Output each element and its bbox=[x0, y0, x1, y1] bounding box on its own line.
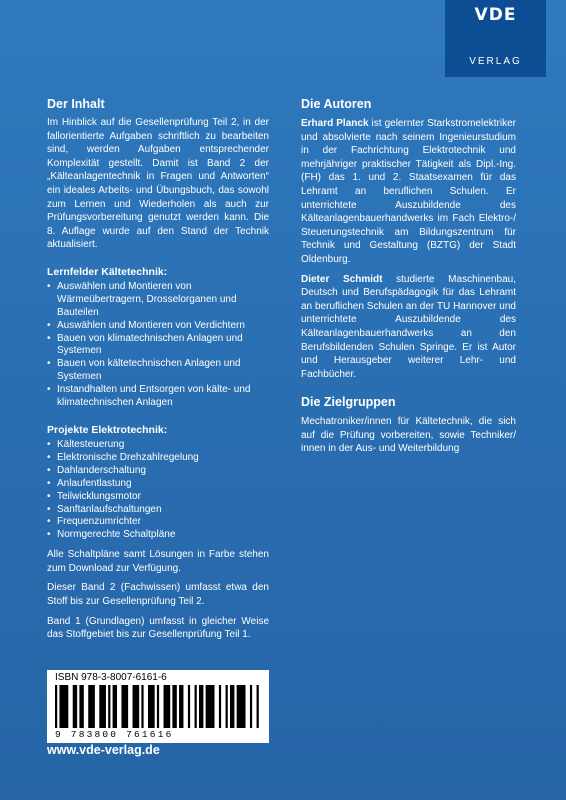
list-item: • Frequenzumrichter bbox=[47, 516, 269, 529]
section-projekte bbox=[47, 423, 269, 542]
list-item: • Auswählen und Montieren von Wärmeübertragern, Drosselorganen und Bauteilen bbox=[47, 281, 269, 320]
publisher-url[interactable]: www.vde-verlag.de bbox=[47, 743, 160, 757]
zielgruppen-paragraph: Mechatroniker/innen für Kältetechnik, die sich auf die Prüfung vorbereiten, sowie Techniker/ innen in der Aus- und Weiterbildung bbox=[301, 416, 516, 455]
lernfelder-list bbox=[47, 281, 269, 410]
download-note: Alle Schaltpläne samt Lösungen in Farbe stehen zum Download zur Verfügung. bbox=[47, 549, 269, 574]
list-item: • Teilwicklungsmotor bbox=[47, 491, 269, 504]
logo-main-text: VDE bbox=[474, 5, 517, 25]
section-zielgruppen bbox=[301, 394, 516, 456]
author1-name: Erhard Planck bbox=[301, 118, 369, 129]
inhalt-paragraph: Im Hinblick auf die Gesellenprüfung Teil 2, in der fallorientierte Aufgaben schriftlich zu bearbeiten sind, werden Aufgaben entsprechender Komplexität gestellt. Damit ist Band 2 der „Kälteanlagentechnik in Fragen und Antworten“ ein ideales Arbeits- und Übungsbuch, das sowohl zum Lernen und Wiederholen als auch zur Prüfungsvorbereitung genutzt werden kann. Die 8. Auflage wurde auf den Stand der Technik aktualisiert. bbox=[47, 117, 269, 251]
band1-note: Band 1 (Grundlagen) umfasst in gleicher Weise das Stoffgebiet bis zur Gesellenprüfung Teil 1. bbox=[47, 615, 269, 641]
projekte-list bbox=[47, 439, 269, 542]
section-lernfelder bbox=[47, 265, 269, 410]
left-column bbox=[47, 96, 269, 642]
vde-verlag-logo bbox=[445, 0, 546, 77]
author1-bio bbox=[301, 117, 516, 267]
band2-note: Dieser Band 2 (Fachwissen) umfasst etwa den Stoff bis zur Gesellenprüfung Teil 2. bbox=[47, 582, 269, 608]
zielgruppen-heading: Die Zielgruppen bbox=[301, 395, 396, 410]
projekte-heading: Projekte Elektrotechnik: bbox=[47, 424, 168, 436]
barcode-image bbox=[55, 685, 261, 728]
barcode-number: 9 783800 761616 bbox=[55, 729, 174, 740]
section-inhalt bbox=[47, 96, 269, 252]
list-item: • Kältesteuerung bbox=[47, 439, 269, 452]
list-item: • Instandhalten und Entsorgen von kälte- und klimatechnischen Anlagen bbox=[47, 384, 269, 410]
autoren-heading: Die Autoren bbox=[301, 97, 372, 111]
author1-text: ist gelernter Starkstromelektriker und absolvierte nach seinem Ingenieurstudium in der Fachrichtung Elektrotechnik und mehrjähriger praktischer Tätigkeit als Dipl.-Ing. (FH) das 1. und 2. Staatsexamen für das Lehramt an beruflichen Schulen. Er unterrichtete Auszubildende des Kälteanlagenbauerhandwerks im Fach Elektro-/ Steuerungstechnik am Bildungszentrum für Technik und Gestaltung (BZTG) der Stadt Oldenburg. bbox=[301, 118, 516, 265]
author2-bio bbox=[301, 273, 516, 382]
author2-name: Dieter Schmidt bbox=[301, 273, 383, 285]
section-autoren bbox=[301, 96, 516, 381]
list-item: • Bauen von klimatechnischen Anlagen und Systemen bbox=[47, 333, 269, 359]
isbn-text: ISBN 978-3-8007-6161-6 bbox=[55, 672, 167, 683]
barcode-panel bbox=[47, 670, 269, 743]
author2-text: studierte Maschinenbau, Deutsch und Berufspädagogik für das Lehramt an beruflichen Schulen an der TU Hannover und unterrichtete Auszubildende des Kälteanlagenbauerhandwerks an den Berufsbildenden Schulen Springe. Er ist Autor und Herausgeber weiterer Lehr- und Fachbücher. bbox=[301, 273, 516, 380]
list-item: • Normgerechte Schaltpläne bbox=[47, 529, 269, 542]
list-item: • Sanftanlaufschaltungen bbox=[47, 504, 269, 517]
right-column bbox=[301, 96, 516, 456]
inhalt-heading: Der Inhalt bbox=[47, 97, 105, 111]
list-item: • Elektronische Drehzahlregelung bbox=[47, 452, 269, 465]
lernfelder-heading: Lernfelder Kältetechnik: bbox=[47, 265, 168, 278]
list-item: • Dahlanderschaltung bbox=[47, 465, 269, 478]
logo-sub-text: VERLAG bbox=[469, 56, 522, 67]
list-item: • Anlaufentlastung bbox=[47, 478, 269, 491]
list-item: • Bauen von kältetechnischen Anlagen und Systemen bbox=[47, 358, 269, 384]
list-item: • Auswählen und Montieren von Verdichtern bbox=[47, 320, 269, 333]
